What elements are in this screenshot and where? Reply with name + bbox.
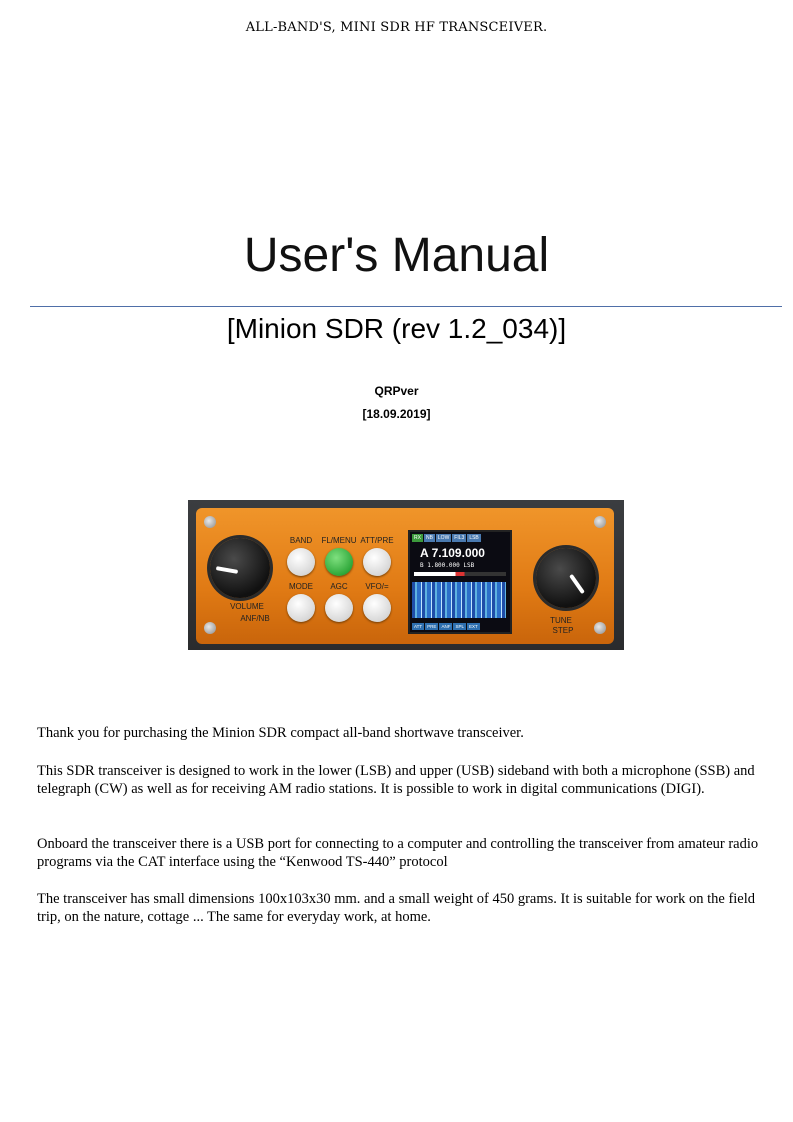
s-meter — [414, 572, 506, 576]
version-label: QRPver — [374, 384, 419, 398]
tune-knob — [536, 548, 596, 608]
anf-nb-label: ANF/NB — [240, 614, 270, 623]
step-label: STEP — [552, 626, 574, 635]
screen-bottom-tab: EXT — [468, 624, 478, 629]
vfo-a-letter: A — [420, 546, 429, 560]
spectrum-waterfall — [412, 582, 506, 618]
mode-label: MODE — [289, 582, 313, 591]
fl-menu-label: FL/MENU — [321, 536, 357, 545]
agc-label: AGC — [330, 582, 348, 591]
vfo-a-value: 7.109.000 — [431, 546, 485, 560]
paragraph-intro: Thank you for purchasing the Minion SDR compact all-band shortwave transceiver. — [37, 725, 524, 741]
screen-top-tabs — [412, 534, 481, 542]
volume-knob — [210, 538, 270, 598]
screen-bottom-tab: PRE — [427, 624, 437, 629]
vfo-b-frequency: B 1.800.000 LSB — [420, 562, 475, 569]
screen-tab: LOW — [437, 535, 450, 541]
vfo-label: VFO/= — [365, 582, 389, 591]
att-pre-label: ATT/PRE — [360, 536, 394, 545]
document-subtitle: [Minion SDR (rev 1.2_034)] — [226, 313, 567, 344]
document-title: User's Manual — [243, 229, 550, 282]
lcd-screen — [408, 530, 512, 634]
fl-menu-button — [325, 548, 353, 576]
title-divider — [30, 306, 782, 307]
vfo-button — [363, 594, 391, 622]
agc-button — [325, 594, 353, 622]
paragraph-modes: This SDR transceiver is designed to work in the lower (LSB) and upper (USB) sideband with both a microphone (SSB) and telegraph (CW) as well as for receiving AM radio stations. It is possible to work in digital communications (DIGI). — [37, 763, 755, 797]
paragraph-usb: Onboard the transceiver there is a USB port for connecting to a computer and controlling the transceiver from amateur radio programs via the CAT interface using the “Kenwood TS-440” protocol — [37, 836, 759, 870]
screen-bottom-tab: ATT — [414, 624, 423, 629]
screw-icon — [594, 516, 606, 528]
band-label: BAND — [289, 536, 313, 545]
screen-tab: FIL3 — [454, 535, 465, 541]
screen-bottom-tabs — [412, 623, 480, 630]
att-pre-button — [363, 548, 391, 576]
screen-tab: NB — [425, 535, 433, 541]
screen-tab: RX — [414, 535, 421, 541]
band-button — [287, 548, 315, 576]
screw-icon — [204, 516, 216, 528]
mode-button — [287, 594, 315, 622]
paragraph-dimensions: The transceiver has small dimensions 100x103x30 mm. and a small weight of 450 grams. It is suitable for work on the field trip, on the nature, cottage ... The same for everyday work, at home. — [37, 891, 756, 925]
screw-icon — [594, 622, 606, 634]
volume-label: VOLUME — [230, 602, 264, 611]
tune-label: TUNE — [550, 616, 572, 625]
screen-bottom-tab: ANF — [441, 624, 451, 629]
date-label: [18.09.2019] — [362, 407, 431, 421]
screen-tab: LSB — [469, 535, 479, 541]
screen-bottom-tab: SPL — [455, 624, 464, 629]
running-header: ALL-BAND'S, MINI SDR HF TRANSCEIVER. — [245, 20, 548, 35]
vfo-a-frequency — [420, 546, 485, 560]
device-photo — [188, 500, 624, 650]
screw-icon — [204, 622, 216, 634]
front-panel — [196, 508, 614, 644]
